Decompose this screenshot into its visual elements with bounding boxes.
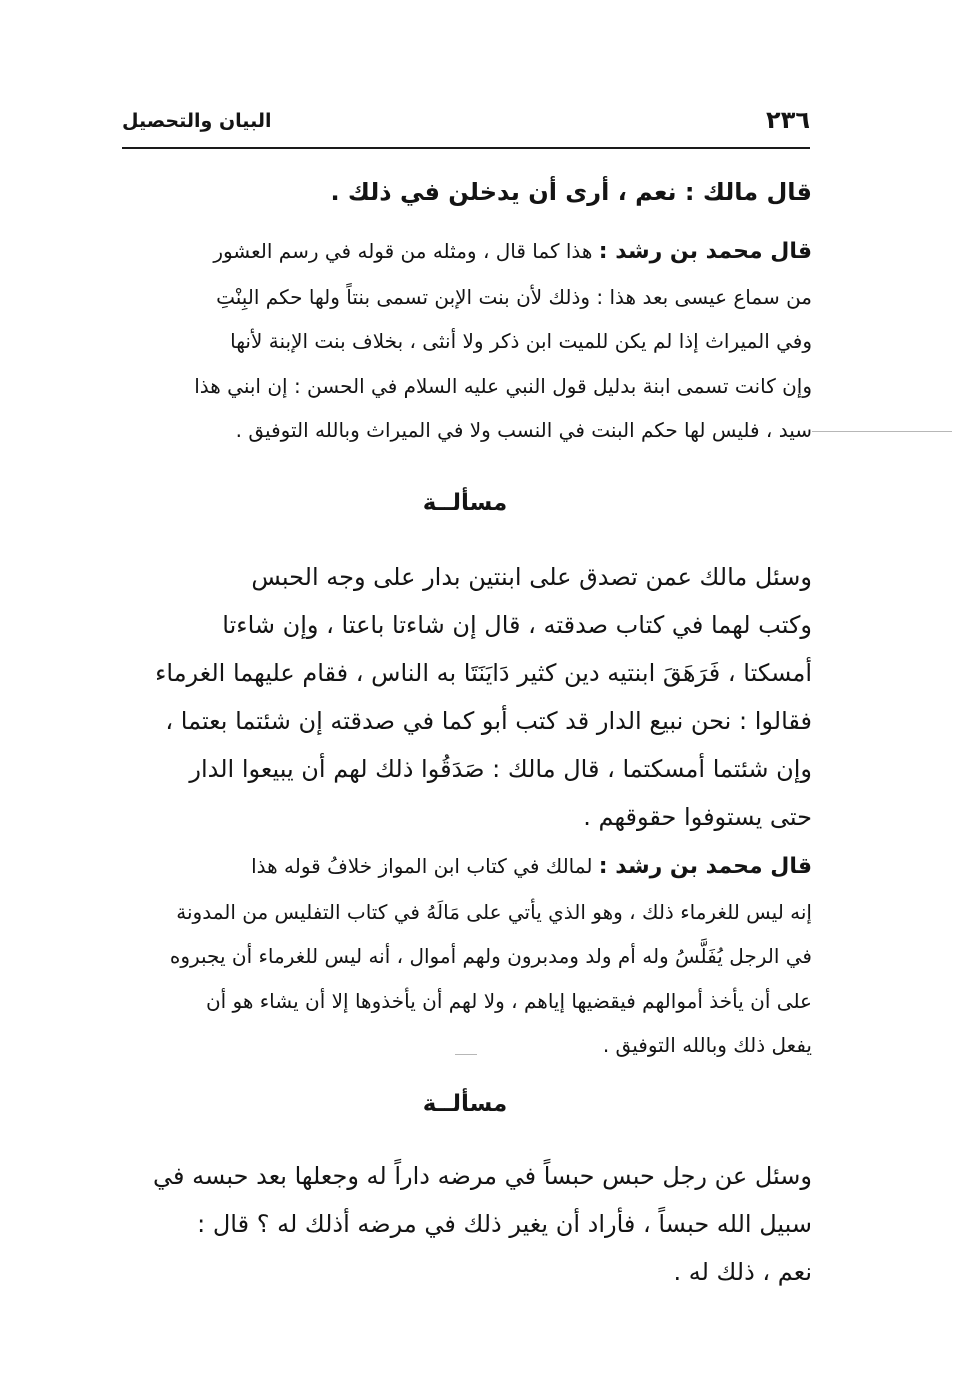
book-title: البيان والتحصيل (122, 110, 272, 132)
text-line: أمسكتا ، فَرَهَقَ ابنتيه دين كثير دَايَنَتَا به الناس ، فقام عليهما الغرماء (155, 659, 812, 687)
text-line: من سماع عيسى بعد هذا : وذلك لأن بنت الإبن تسمى بنتاً ولها حكم البِنْتِ (216, 284, 812, 309)
text-line: حتى يستوفوا حقوقهم . (583, 803, 812, 831)
text-line: سيد ، فليس لها حكم البنت في النسب ولا في الميراث وبالله التوفيق . (235, 418, 812, 443)
text-line (118, 844, 812, 890)
text-line: وسئل عن رجل حبس حبساً في مرضه داراً له وجعلها بعد حبسه في (153, 1162, 812, 1190)
text-line: وإن شئتما أمسكتما ، قال مالك : صَدَقُوا ذلك لهم أن يبيعوا الدار (189, 755, 812, 783)
question-paragraph (118, 553, 812, 841)
text-line: وإن كانت تسمى ابنة بدليل قول النبي عليه السلام في الحسن : إن ابني هذا (194, 373, 812, 398)
commentary-paragraph (118, 844, 812, 1068)
text-line: وفي الميراث إذا لم يكن للميت ابن ذكر ولا أنثى ، بخلاف بنت الإبنة لأنها (230, 329, 812, 354)
text-line: وسئل مالك عمن تصدق على ابنتين بدار على وجه الحبس (251, 563, 812, 591)
commentary-paragraph (118, 229, 812, 453)
section-heading: مسألــة (422, 1091, 508, 1117)
question-paragraph (118, 1152, 812, 1296)
section-heading: مسألــة (422, 490, 508, 516)
text-line: على أن يأخذ أموالهم فيقضيها إياهم ، ولا لهم أن يأخذوها إلا أن يشاء هو أن (205, 988, 812, 1013)
running-head (122, 104, 810, 144)
text-line (118, 229, 812, 275)
text-line-rest: لمالك في كتاب ابن المواز خلافُ قوله هذا (251, 854, 593, 878)
text-line: إنه ليس للغرماء ذلك ، وهو الذي يأتي على مَالَهُ في كتاب التفليس من المدونة (176, 899, 812, 924)
text-line-rest: هذا كما قال ، ومثله من قوله في رسم العشور (213, 239, 593, 263)
commentary-lead: قال محمد بن رشد : (598, 854, 812, 879)
text-line: يفعل ذلك وبالله التوفيق . (602, 1033, 812, 1058)
text-line: نعم ، ذلك له . (673, 1258, 812, 1286)
scan-mark (812, 431, 952, 432)
text-line: سبيل الله حبساً ، فأراد أن يغير ذلك في مرضه أذلك له ؟ قال : (197, 1210, 812, 1238)
opening-statement (118, 168, 812, 216)
text-line: وكتب لهما في كتاب صدقته ، قال إن شاءتا باعتا ، وإن شاءتا (222, 611, 812, 639)
text-line: قال مالك : نعم ، أرى أن يدخلن في ذلك . (330, 178, 812, 206)
page-number: ٢٣٦ (766, 106, 810, 134)
commentary-lead: قال محمد بن رشد : (598, 239, 812, 264)
text-line: في الرجل يُفَلَّسُ وله أم ولد ومدبرون ولهم أموال ، أنه ليس للغرماء أن يجبروه (169, 944, 812, 969)
header-rule (122, 147, 810, 149)
text-line: فقالوا : نحن نبيع الدار قد كتب أبو كما في صدقته إن شئتما بعتما ، (165, 707, 812, 735)
